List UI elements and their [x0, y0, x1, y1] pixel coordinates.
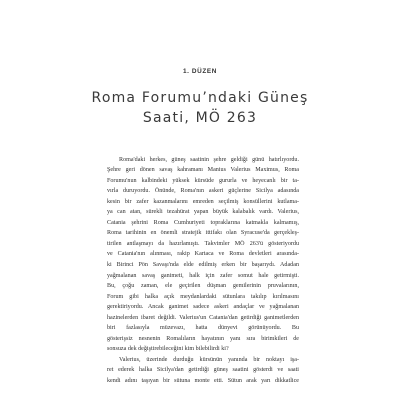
- body-line: Roma'daki herkes, güneş saatinin şehre geldiği günü hatırlıyordu.: [119, 156, 299, 163]
- body-line: Valerius, üzerinde durduğu kürsünün yanında bir noktayı işa-: [119, 356, 299, 363]
- body-line: Catania şehrini Roma Cumhuriyeti topraklarına katmakla kalmamış,: [107, 219, 299, 226]
- body-line: hazinelerden ibaret değildi. Valerius'un Catania'dan getirdiği ganimetlerden: [107, 314, 299, 321]
- body-line: ret ederek halka Sicilya'dan getirdiği güneş saatini gösterdi ve saati: [107, 367, 299, 374]
- body-line: sonsuza dek değiştirebileceğini kim bilebilirdi ki?: [107, 346, 229, 353]
- body-line: yağmalanan savaş ganimeti, halk için zafer somut hale getirmişti.: [107, 272, 299, 279]
- body-line: gösterişsiz nesnenin Romalıların hayatının yanı sıra birimkileri de: [107, 335, 299, 342]
- body-line: ya can atan, sürekli tezahürat yapan büyük kalabalık vardı. Valerius,: [107, 209, 299, 216]
- body-line: Forum gibi halka açık meydanlardaki sütunlara takılıp kırılmasını: [107, 293, 299, 300]
- body-line: kesin bir zafer kazanmalarını emreden seçilmiş konsüllerini kutlama-: [107, 198, 299, 205]
- chapter-title-line: Roma Forumu’ndaki Güneş: [91, 90, 309, 106]
- body-line: gerektiriyordu. Ancak ganimet sadece askeri andaçlar ve yağmalanan: [107, 304, 299, 311]
- body-line: Forumu'nun kalbindeki yüksek kürsüde gururla ve heyecanlı bir ta-: [107, 177, 299, 184]
- body-line: ve Catania'nın alınması, rakip Kartaca ve Roma devletleri arasında-: [107, 251, 299, 258]
- body-line: tirilen antlaşmayı da hazırlamıştı. Takvimler MÖ 263'ü gösteriyordu: [107, 240, 299, 247]
- body-line: biri fazlasıyla müzevazı, hatta dünyevi görünüyordu. Bu: [107, 325, 299, 332]
- chapter-title-line: Saati, MÖ 263: [142, 110, 258, 126]
- body-line: kendi adını taşıyan bir sütuna monte etti. Sütun arak yarı dikkatlice: [107, 377, 299, 384]
- body-line: Şehre geri dönen savaş kahramanı Manius Valerius Maximus, Roma: [107, 167, 299, 174]
- body-line: Bu, çoğu zaman, ele geçirilen düşman gemilerinin pruvalarının,: [107, 283, 299, 290]
- body-text: [107, 155, 299, 387]
- body-line: ki Birinci Pön Savaşı'nda elde edilmiş erken bir başarıydı. Adadan: [107, 261, 299, 268]
- chapter-title: [0, 88, 400, 128]
- section-label: 1. DÜZEN: [183, 68, 217, 75]
- body-line: vırla duruyordu. Önünde, Roma'nın askeri güçlerine Sicilya adasında: [107, 188, 299, 195]
- body-line: Roma tarihinin en önemli stratejik ittifakı olan Syracuse'da gerçekleş-: [107, 230, 299, 237]
